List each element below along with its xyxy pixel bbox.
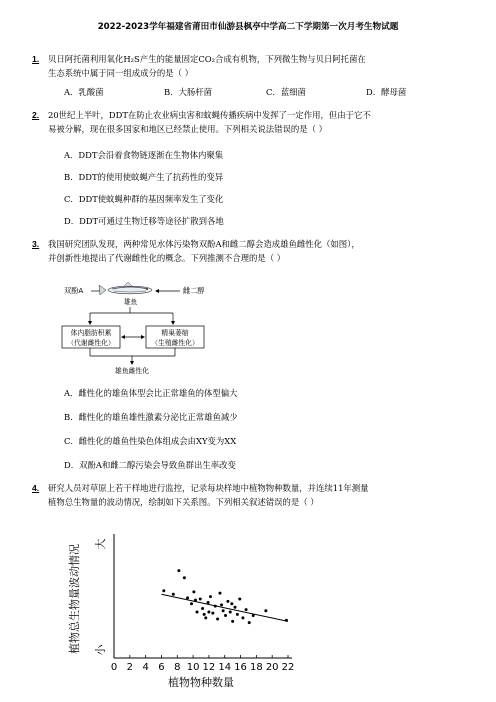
x-tick-label: 6 xyxy=(158,662,165,673)
data-point xyxy=(211,612,214,615)
data-point xyxy=(248,621,251,624)
data-point xyxy=(264,609,267,612)
question-stem-line: 贝日阿托菌利用氧化H₂S产生的能量固定CO₂合成有机物，下列微生物与贝日阿托菌在 xyxy=(48,54,366,64)
x-tick-label: 2 xyxy=(126,662,134,673)
data-point xyxy=(209,595,212,598)
question-number: 4. xyxy=(32,483,40,493)
male-feminization-label: 雄鱼雌性化 xyxy=(115,367,149,375)
option-b: B．大肠杆菌 xyxy=(164,87,213,97)
data-point xyxy=(177,569,180,572)
x-tick-label: 16 xyxy=(234,662,247,673)
question-3 xyxy=(32,237,460,265)
data-point xyxy=(218,592,221,595)
data-point xyxy=(220,603,223,606)
data-point xyxy=(234,606,237,609)
data-point xyxy=(222,609,225,612)
data-point xyxy=(231,620,234,623)
x-tick-label: 10 xyxy=(186,662,200,673)
question-1 xyxy=(32,52,460,80)
estradiol-label: 雌二醇 xyxy=(183,286,205,295)
data-point xyxy=(172,593,175,596)
x-tick-label: 18 xyxy=(249,662,263,673)
question-2 xyxy=(32,108,460,136)
x-axis-label: 植物物种数量 xyxy=(168,676,234,689)
arrow-head xyxy=(88,321,92,325)
data-point xyxy=(236,613,239,616)
biomass-scatter-chart xyxy=(62,520,302,700)
option-b: B．雌性化的雄鱼雄性激素分泌比正常雄鱼减少 xyxy=(64,412,238,422)
x-tick-label: 12 xyxy=(202,662,216,673)
question-4 xyxy=(32,481,460,509)
question-number: 2. xyxy=(32,110,40,120)
x-tick-label: 22 xyxy=(281,662,295,673)
question-stem-line: 植物总生物量的波动情况，绘制如下关系图。下列相关叙述错误的是（ ） xyxy=(48,497,319,507)
data-point xyxy=(207,601,210,604)
arrow-head xyxy=(130,361,134,365)
data-point xyxy=(207,610,210,613)
testis-atrophy-label: 精巢萎缩 xyxy=(161,329,189,337)
data-point xyxy=(183,576,186,579)
question-stem-line: 并创新性地提出了代谢雌性化的概念。下列推测不合理的是（ ） xyxy=(48,253,286,263)
question-number: 3. xyxy=(32,239,40,249)
question-stem-line: 易被分解，现在很多国家和地区已经禁止使用。下列相关说法错误的是（ ） xyxy=(48,124,328,134)
exam-title: 2022-2023学年福建省莆田市仙游县枫亭中学高二下学期第一次月考生物试题 xyxy=(97,22,399,32)
data-point xyxy=(194,599,197,602)
option-a: A．DDT会沿着食物链逐渐在生物体内聚集 xyxy=(64,150,224,160)
data-point xyxy=(224,614,227,617)
data-point xyxy=(204,616,207,619)
data-point xyxy=(203,613,206,616)
data-point xyxy=(214,605,217,608)
arrow-head xyxy=(171,321,175,325)
option-c: C．雌性化的雄鱼性染色体组成会由XY变为XX xyxy=(64,436,237,446)
data-point xyxy=(186,596,189,599)
question-stem-line: 我国研究团队发现，两种常见水体污染物双酚A和雌二醇会造成雄鱼雌性化（如图）， xyxy=(48,239,360,249)
arrow-head xyxy=(121,335,125,339)
y-top-label: 大 xyxy=(94,538,107,550)
x-tick-label: 4 xyxy=(142,662,149,673)
option-d: D．酵母菌 xyxy=(366,87,407,97)
data-point xyxy=(229,610,232,613)
fish-label: 雄鱼 xyxy=(124,298,138,306)
option-b: B．DDT的使用使蚊蝇产生了抗药性的变异 xyxy=(64,172,224,182)
data-point xyxy=(216,618,219,621)
trend-line xyxy=(161,594,288,621)
data-point xyxy=(196,610,199,613)
x-tick-label: 0 xyxy=(110,662,118,673)
data-point xyxy=(199,598,202,601)
data-point xyxy=(192,590,195,593)
bisphenol-a-label: 双酚A xyxy=(64,286,84,295)
data-point xyxy=(201,607,204,610)
question-stem-line: 生态系统中属于同一组成成分的是（ ） xyxy=(48,68,194,78)
option-a: A．乳酸菌 xyxy=(64,87,104,97)
option-d: D．DDT可通过生物迁移等途径扩散到各地 xyxy=(64,216,224,226)
x-tick-label: 8 xyxy=(174,662,181,673)
option-a: A．雌性化的雄鱼体型会比正常雄鱼的体型偏大 xyxy=(64,388,238,398)
option-c: C．DDT使蚊蝇种群的基因频率发生了变化 xyxy=(64,194,224,204)
question-stem-line: 研究人员对草原上若干样地进行监控，记录每块样地中植物物种数量，并连续11年测量 xyxy=(48,483,369,493)
data-point xyxy=(226,600,229,603)
question-stem-line: 20世纪上半叶，DDT在防止农业病虫害和蚊蝇传播疾病中发挥了一定作用，但由于它不 xyxy=(48,110,371,120)
y-axis-label: 植物总生物量波动情况 xyxy=(68,544,81,654)
data-point xyxy=(162,589,165,592)
pollution-diagram xyxy=(60,280,230,376)
arrow-head xyxy=(155,289,159,293)
data-point xyxy=(245,608,248,611)
option-c: C．蓝细菌 xyxy=(266,87,306,97)
male-fish-icon xyxy=(99,282,152,295)
y-bottom-label: 小 xyxy=(94,644,107,656)
option-d: D．双酚A和雌二醇污染会导致鱼群出生率改变 xyxy=(64,460,236,470)
data-point xyxy=(190,602,193,605)
x-tick-label: 20 xyxy=(265,662,279,673)
data-point xyxy=(238,598,241,601)
question-number: 1. xyxy=(32,54,40,64)
metabolic-feminization-label: （代谢雌性化） xyxy=(67,339,115,347)
x-tick-label: 14 xyxy=(218,662,232,673)
arrow-head xyxy=(141,335,145,339)
data-point xyxy=(230,602,233,605)
fat-accumulation-label: 体内脂肪积累 xyxy=(70,329,112,337)
data-point xyxy=(241,616,244,619)
data-point xyxy=(252,614,255,617)
reproductive-feminization-label: （生殖雌性化） xyxy=(151,339,199,347)
data-point xyxy=(285,619,288,622)
